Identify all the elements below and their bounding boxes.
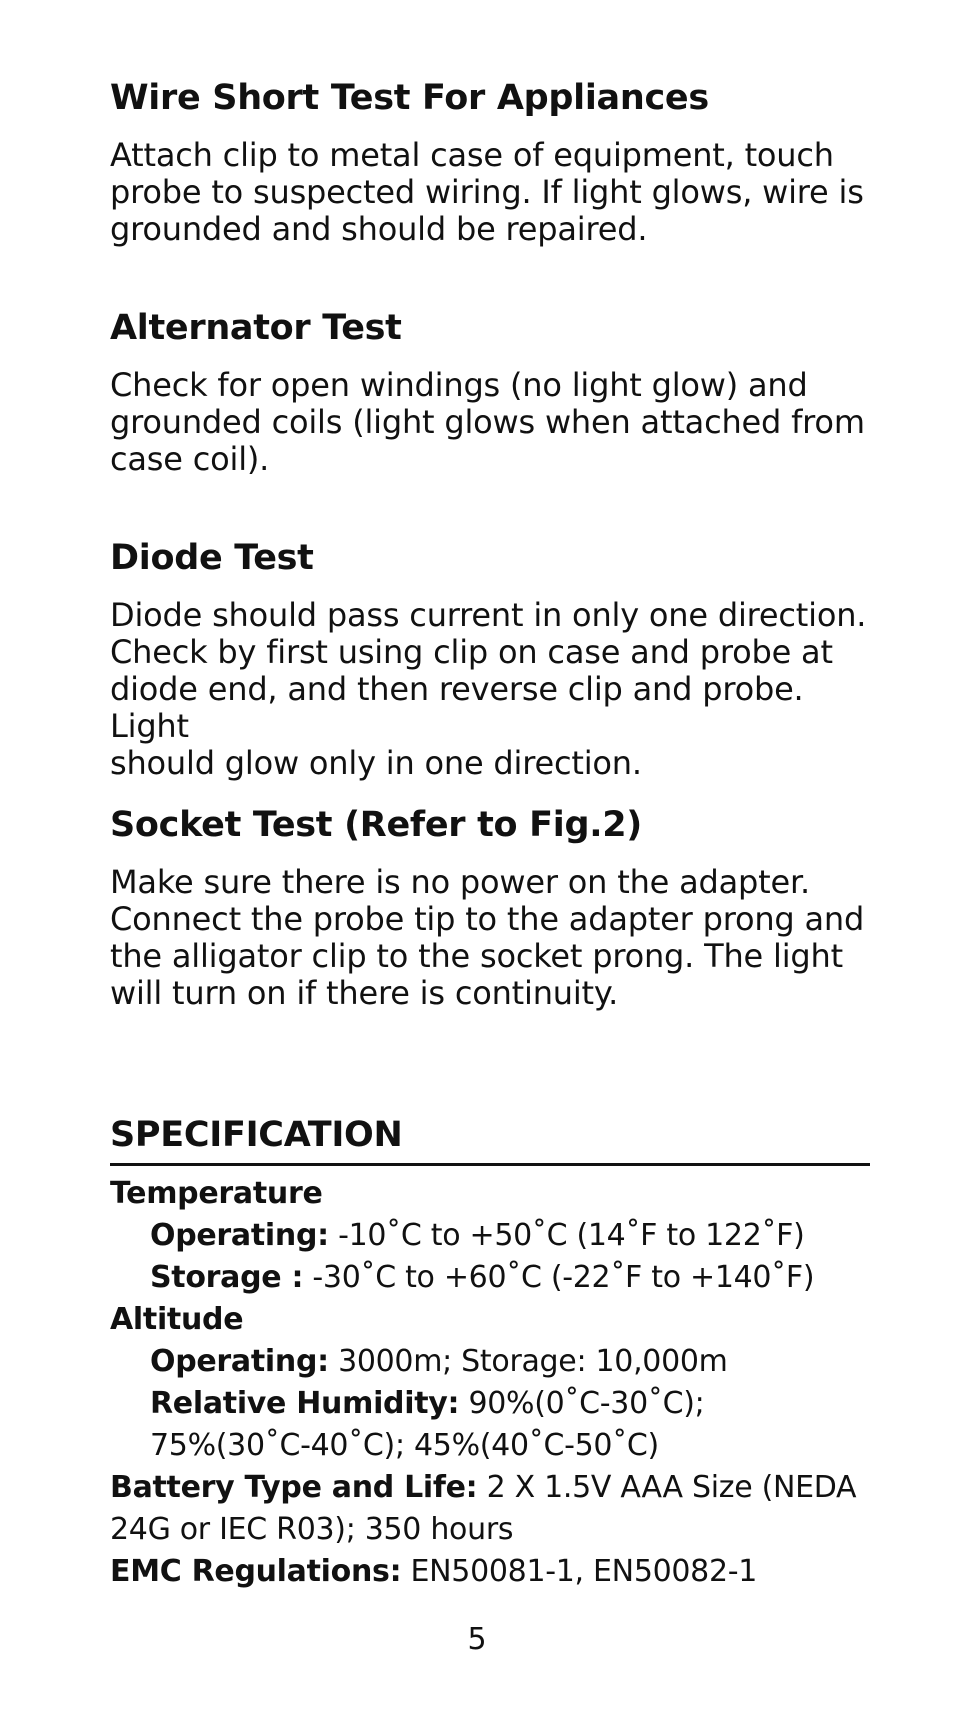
body-line: the alligator clip to the socket prong. The light [110,937,843,975]
spec-label: Operating: [150,1344,329,1379]
body-line: Attach clip to metal case of equipment, touch [110,136,834,174]
page-number: 5 [467,1622,487,1657]
body-line: grounded and should be repaired. [110,210,648,248]
body-line: Diode should pass current in only one direction. [110,596,867,634]
body-line: Connect the probe tip to the adapter prong and [110,900,865,938]
spec-label: Relative Humidity: [150,1386,460,1421]
spec-label: Storage : [150,1260,304,1295]
body-line: Make sure there is no power on the adapter. [110,863,810,901]
spec-value: 3000m; Storage: 10,000m [328,1344,728,1379]
body-line: case coil). [110,440,270,478]
section-title-socket-test: Socket Test (Refer to Fig.2) [110,805,642,845]
section-body-alternator-test [110,367,865,478]
section-title-wire-short-test: Wire Short Test For Appliances [110,78,709,118]
specification-list [110,1173,870,1593]
body-line: Check for open windings (no light glow) and [110,366,808,404]
spec-value: -10˚C to +50˚C (14˚F to 122˚F) [328,1218,805,1253]
spec-value: EN50081-1, EN50082-1 [401,1554,758,1589]
body-line: diode end, and then reverse clip and probe. Light [110,670,804,745]
body-line: should glow only in one direction. [110,744,642,782]
body-line: will turn on if there is continuity. [110,974,619,1012]
body-line: probe to suspected wiring. If light glows, wire is [110,173,864,211]
section-title-diode-test: Diode Test [110,538,314,578]
specification-title: SPECIFICATION [110,1115,403,1155]
spec-alt-operating [110,1341,870,1383]
spec-emc [110,1551,870,1593]
spec-value: -30˚C to +60˚C (-22˚F to +140˚F) [303,1260,815,1295]
section-body-diode-test [110,597,870,782]
spec-humidity-continued: 75%(30˚C-40˚C); 45%(40˚C-50˚C) [150,1428,659,1463]
spec-altitude-heading: Altitude [110,1302,244,1337]
spec-value: 90%(0˚C-30˚C); [459,1386,705,1421]
specification-divider [110,1163,870,1166]
section-body-socket-test [110,864,864,1012]
spec-value: 2 X 1.5V AAA Size (NEDA [477,1470,857,1505]
spec-battery [110,1467,870,1509]
spec-temp-operating [110,1215,870,1257]
section-body-wire-short-test [110,137,864,248]
spec-temp-storage [110,1257,870,1299]
body-line: Check by first using clip on case and probe at [110,633,833,671]
spec-battery-continued: 24G or IEC R03); 350 hours [110,1512,514,1547]
spec-temperature-heading: Temperature [110,1176,323,1211]
spec-humidity [110,1383,870,1425]
body-line: grounded coils (light glows when attached from [110,403,865,441]
spec-label: Battery Type and Life: [110,1470,478,1505]
spec-label: EMC Regulations: [110,1554,402,1589]
spec-label: Operating: [150,1218,329,1253]
section-title-alternator-test: Alternator Test [110,308,402,348]
